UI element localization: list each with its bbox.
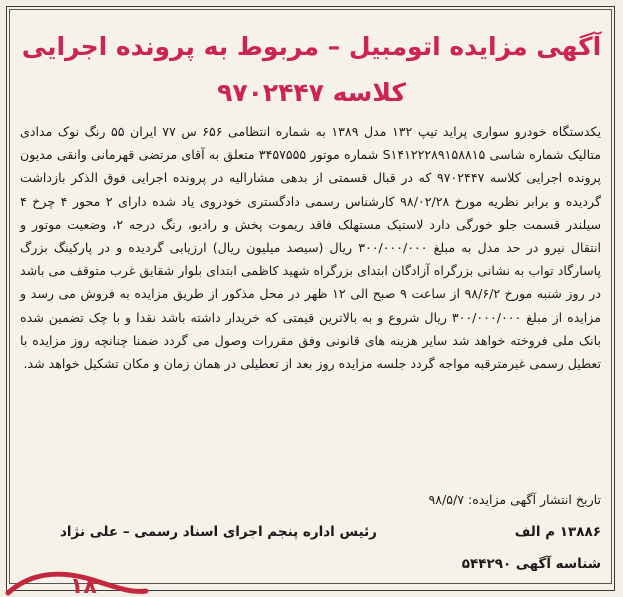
notice-title: آگهی مزایده اتومبیل – مربوط به پرونده اجرایی کلاسه ۹۷۰۲۴۴۷	[21, 32, 602, 107]
notice-body: یکدستگاه خودرو سواری پراید تیپ ۱۳۲ مدل ۱۳۸۹ به شماره انتظامی ۶۵۶ س ۷۷ ایران ۵۵ رنگ نوک مدادی متالیک شماره شاسی S۱۴۱۲۲۲۸۹۱۵۸۸۱۵ شماره موتور ۳۴۵۷۵۵۵ متعلق به آقای مرتضی قهرمانی وانقی مدیون پرونده اجرایی کلاسه ۹۷۰۲۴۴۷ که در قبال قسمتی از بدهی مشارالیه در پرونده اجرایی فوق الذکر بازداشت گردیده و برابر نظریه مورخ ۹۸/۰۲/۲۸ کارشناس رسمی دادگستری خودروی یاد شده دارای ۲ محور ۴ چرخ ۴ سیلندر قسمت جلو خورگی دارد لاستیک مستهلک فاقد ریموت پخش و رادیو، رنگ درجه ۲، وضعیت موتور و انتقال نیرو در حد مدل به مبلغ ۳۰۰/۰۰۰/۰۰۰ ریال (سیصد میلیون ریال) ارزیابی گردیده و در پارکینگ بزرگ پاسارگاد تواب به نشانی بزرگراه آزادگان ابتدای بزرگراه شهید کاظمی ابتدای بلوار شقایق غرب متوقف می باشد در روز شنبه مورخ ۹۸/۶/۲ از ساعت ۹ صبح الی ۱۲ ظهر در محل مذکور از طریق مزایده به فروش می رسد و مزایده از مبلغ ۳۰۰/۰۰۰/۰۰۰ ریال شروع و به بالاترین قیمتی که خریدار داشته باشد نقدا و با چک تضمین شده بانک ملی فروخته خواهد شد سایر هزینه های قانونی وفق مقررات وصول می گردد ضمنا چنانچه روز مزایده با تعطیل رسمی غیرمترقبه مواجه گردد جلسه مزایده روز بعد از تعطیلی در همان زمان و مکان تشکیل خواهد شد.	[20, 124, 602, 372]
signature-line: رئیس اداره پنجم اجرای اسناد رسمی – علی نژاد	[60, 524, 377, 540]
stamp-text: ۱۸	[70, 574, 97, 597]
publish-date: تاریخ انتشار آگهی مزایده: ۹۸/۵/۷	[428, 492, 601, 507]
reference-code: ۱۳۸۸۶ م الف	[514, 524, 601, 540]
footer-row	[20, 524, 601, 548]
ad-id: شناسه آگهی ۵۴۴۲۹۰	[461, 556, 601, 572]
red-stamp-mark	[0, 563, 150, 597]
